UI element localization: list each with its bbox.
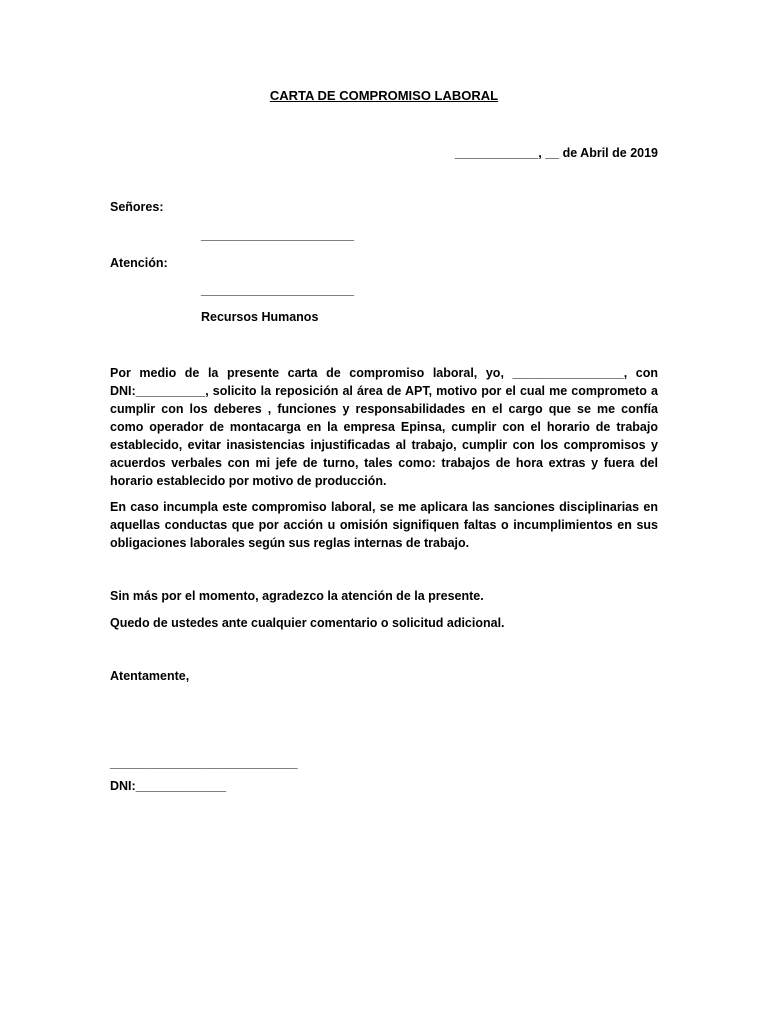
document-title: CARTA DE COMPROMISO LABORAL: [269, 88, 499, 103]
atencion-blank: ______________________: [201, 283, 354, 297]
dni-line: DNI:_____________: [110, 779, 227, 793]
closing-line-1: Sin más por el momento, agradezco la atención de la presente.: [110, 589, 484, 603]
senores-blank: ______________________: [201, 228, 354, 242]
signature-line: ___________________________: [110, 756, 298, 770]
body-paragraph-2: En caso incumpla este compromiso laboral, se me aplicara las sanciones disciplinarias en aquellas conductas que por acción u omisión signifiquen faltas o incumplimientos en sus obligaciones laborales según sus reglas internas de trabajo.: [110, 500, 658, 550]
sign-off: Atentamente,: [110, 669, 190, 683]
date-line: ____________, __ de Abril de 2019: [454, 146, 658, 160]
atencion-label: Atención:: [110, 256, 168, 270]
department-name: Recursos Humanos: [201, 310, 319, 324]
senores-label: Señores:: [110, 200, 164, 214]
body-paragraph-1: Por medio de la presente carta de compromiso laboral, yo, ________________, con DNI:__________, solicito la reposición al área de APT, motivo por el cual me comprometo a cumplir con los deberes , funciones y responsabilidades en el cargo que se me confía como operador de montacarga en la empresa Epinsa, cumplir con el horario de trabajo establecido, evitar inasistencias injustificadas al trabajo, cumplir con los compromisos y acuerdos verbales con mi jefe de turno, tales como: trabajos de hora extras y fuera del horario establecido por motivo de producción.: [110, 366, 658, 488]
closing-line-2: Quedo de ustedes ante cualquier comentario o solicitud adicional.: [110, 616, 505, 630]
